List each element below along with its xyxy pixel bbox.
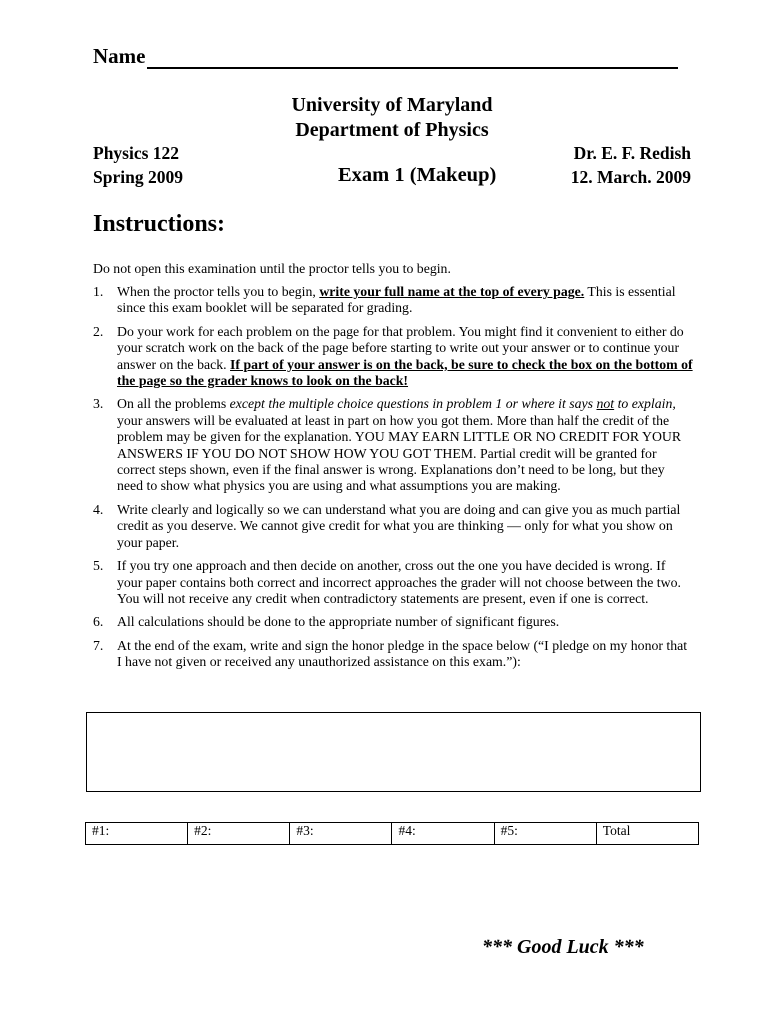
term: Spring 2009 xyxy=(93,167,183,187)
score-table xyxy=(85,822,699,845)
item-number: 3. xyxy=(93,396,104,412)
item-number: 5. xyxy=(93,558,104,574)
item-number: 4. xyxy=(93,501,104,517)
item-emphasis: If part of your answer is on the back, be sure to check the box on the bottom of the page so the grader knows to look on the back! xyxy=(117,356,693,389)
name-label: Name xyxy=(93,44,146,68)
score-cell-1[interactable]: #1: xyxy=(86,823,188,845)
item-text: On all the problems xyxy=(117,396,230,412)
exam-date: 12. March. 2009 xyxy=(570,167,691,187)
instruction-item-3 xyxy=(93,396,693,494)
item-text: When the proctor tells you to begin, xyxy=(117,284,320,299)
instructions-title: Instructions: xyxy=(93,211,226,237)
instructor: Dr. E. F. Redish xyxy=(573,143,691,163)
item-italic-underline: not xyxy=(596,396,615,412)
exam-title: Exam 1 (Makeup) xyxy=(338,164,497,186)
item-text: If you try one approach and then decide on another, cross out the one you have decided is wrong. If your paper contains both correct and incorrect approaches the grader will not choose between the two. You will not receive any credit when contradictory statements are present, even if one is correct. xyxy=(117,558,681,606)
score-cell-2[interactable]: #2: xyxy=(188,823,290,845)
item-number: 7. xyxy=(93,637,104,653)
instruction-item-1 xyxy=(93,284,693,317)
department-name: Department of Physics xyxy=(295,119,489,141)
item-italic: to explain, xyxy=(614,396,676,412)
item-italic: except the multiple choice questions in problem 1 or where it says xyxy=(229,396,597,412)
item-emphasis: write your full name at the top of every page. xyxy=(319,284,585,299)
item-text: All calculations should be done to the appropriate number of significant figures. xyxy=(117,614,560,630)
score-cell-3[interactable]: #3: xyxy=(290,823,392,845)
name-line[interactable] xyxy=(147,45,678,69)
item-number: 2. xyxy=(93,323,104,339)
instructions-intro: Do not open this examination until the proctor tells you to begin. xyxy=(93,261,451,276)
name-field[interactable] xyxy=(93,44,678,69)
score-cell-4[interactable]: #4: xyxy=(392,823,494,845)
score-cell-total[interactable]: Total xyxy=(596,823,698,845)
instruction-item-7 xyxy=(93,638,693,671)
item-text: Do your work for each problem on the page for that problem. You might find it convenient to either do your scratch work on the back of the page before starting to write out your answer or to continue your answer on the back. xyxy=(117,323,684,372)
item-text: your answers will be evaluated at least in part on how you got them. More than half the credit of the problem may be given for the explanation. YOU MAY EARN LITTLE OR NO CREDIT FOR YOUR ANSWERS IF YOU DO NOT SHOW HOW YOU GOT THEM. Partial credit will be granted for correct steps shown, even if the final answer is wrong. Explanations don’t need to be long, but they need to show what physics you are using and what assumptions you are making. xyxy=(117,412,682,494)
item-text: This is essential since this exam booklet will be separated for grading. xyxy=(117,284,676,316)
instruction-item-2 xyxy=(93,324,693,390)
instruction-item-4 xyxy=(93,502,693,551)
table-row xyxy=(86,823,699,845)
item-text: At the end of the exam, write and sign the honor pledge in the space below (“I pledge on my honor that I have not given or received any unauthorized assistance on this exam.”): xyxy=(117,637,688,670)
university-name: University of Maryland xyxy=(291,94,493,116)
item-text: Write clearly and logically so we can understand what you are doing and can give you as much partial credit as you deserve. We cannot give credit for what you are thinking — only for what you show on your paper. xyxy=(117,501,681,550)
instruction-item-5 xyxy=(93,558,693,607)
honor-pledge-box[interactable] xyxy=(86,712,701,792)
item-number: 1. xyxy=(93,284,104,299)
item-number: 6. xyxy=(93,614,104,630)
instructions-list xyxy=(93,284,693,678)
instruction-item-6 xyxy=(93,614,693,630)
course-name: Physics 122 xyxy=(93,143,180,163)
score-cell-5[interactable]: #5: xyxy=(494,823,596,845)
good-luck: *** Good Luck *** xyxy=(482,936,644,958)
